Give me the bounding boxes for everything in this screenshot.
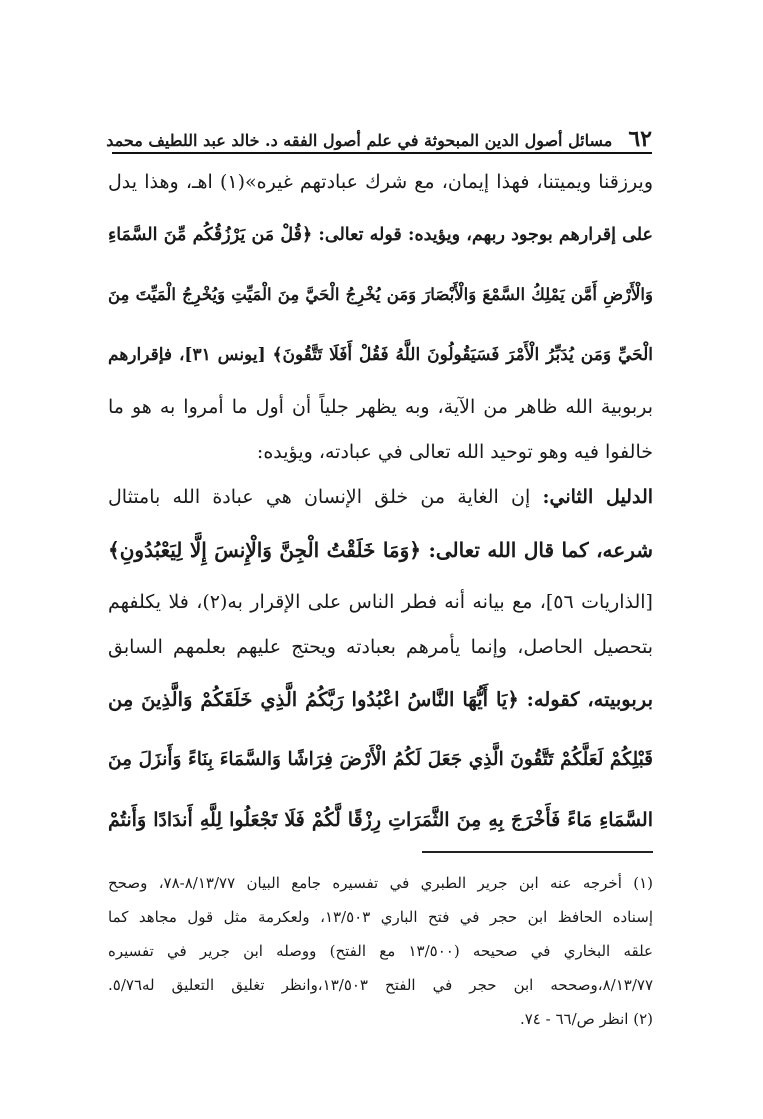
body-line-5: بربوبية الله ظاهر من الآية، وبه يظهر جلياً أن أول ما أمروا به هو ما bbox=[108, 396, 653, 418]
footnote-line-3: علقه البخاري في صحيحه (١٣/٥٠٠ مع الفتح) ووصله ابن جرير في تفسيره bbox=[108, 942, 653, 960]
body-line-2: على إقرارهم بوجود ربهم، ويؤيده: قوله تعالى: ﴿قُلْ مَن يَرْزُقُكُم مِّنَ السَّمَاءِ bbox=[108, 225, 653, 245]
body-line-9: [الذاريات ٥٦]، مع بيانه أنه فطر الناس على الإقرار به(٢)، فلا يكلفهم bbox=[108, 591, 653, 613]
footnote-line-1: (١) أخرجه عنه ابن جرير الطبري في تفسيره جامع البيان ٨/١٣/٧٧-٧٨، وصحح bbox=[108, 874, 653, 892]
body-line-10: بتحصيل الحاصل، وإنما يأمرهم بعبادته ويحتج عليهم بعلمهم السابق bbox=[108, 636, 653, 658]
evidence-heading: الدليل الثاني: bbox=[542, 486, 653, 508]
footnote-line-5: (٢) انظر ص/٦٦ - ٧٤. bbox=[519, 1010, 653, 1028]
footnote-divider bbox=[422, 851, 653, 853]
body-line-4: الْحَيِّ وَمَن يُدَبِّرُ الْأَمْرَ فَسَيَقُولُونَ اللَّهُ فَقُلْ أَفَلَا تَتَّقُونَ﴾ [يونس ٣١]، فإقرارهم bbox=[108, 345, 653, 365]
footnotes bbox=[108, 866, 653, 1036]
body-line-8: شرعه، كما قال الله تعالى: ﴿وَمَا خَلَقْتُ الْجِنَّ وَالْإِنسَ إِلَّا لِيَعْبُدُونِ﴾ bbox=[108, 538, 653, 562]
body-line-3: وَالْأَرْضِ أَمَّن يَمْلِكُ السَّمْعَ وَالْأَبْصَارَ وَمَن يُخْرِجُ الْحَيَّ مِنَ الْمَيِّتِ وَيُخْرِجُ الْمَيِّتَ مِنَ bbox=[108, 285, 653, 304]
body-text bbox=[108, 160, 653, 850]
body-line-13: السَّمَاءِ مَاءً فَأَخْرَجَ بِهِ مِنَ الثَّمَرَاتِ رِزْقًا لَّكُمْ فَلَا تَجْعَلُوا لِلَّهِ أَندَادًا وَأَنتُمْ bbox=[108, 809, 653, 831]
body-line-6: خالفوا فيه وهو توحيد الله تعالى في عبادته، ويؤيده: bbox=[256, 441, 653, 463]
running-title: مسائل أصول الدين المبحوثة في علم أصول الفقه د. خالد عبد اللطيف محمد bbox=[106, 130, 613, 150]
footnote-line-4: ٨/١٣/٧٧،وصححه ابن حجر في الفتح ١٣/٥٠٣،وانظر تغليق التعليق له٥/٧٦. bbox=[108, 976, 653, 994]
body-line-12: قَبْلِكُمْ لَعَلَّكُمْ تَتَّقُونَ الَّذِي جَعَلَ لَكُمُ الْأَرْضَ فِرَاشًا وَالسَّمَاءَ بِنَاءً وَأَنزَلَ مِنَ bbox=[108, 749, 653, 770]
evidence-text: إن الغاية من خلق الإنسان هي عبادة الله بامتثال bbox=[108, 486, 531, 508]
footnote-line-2: إسناده الحافظ ابن حجر في فتح الباري ١٣/٥٠٣، ولعكرمة مثل قول مجاهد كما bbox=[108, 908, 653, 926]
page-number: ٦٢ bbox=[628, 126, 652, 152]
body-line-7 bbox=[108, 475, 653, 520]
page-header bbox=[106, 124, 652, 154]
body-line-11: بربوبيته، كقوله: ﴿يَا أَيُّهَا النَّاسُ اعْبُدُوا رَبَّكُمُ الَّذِي خَلَقَكُمْ وَالَّذِينَ مِن bbox=[108, 688, 653, 711]
body-line-1: ويرزقنا ويميتنا، فهذا إيمان، مع شرك عبادتهم غيره»(١) اهـ، وهذا يدل bbox=[108, 171, 653, 193]
